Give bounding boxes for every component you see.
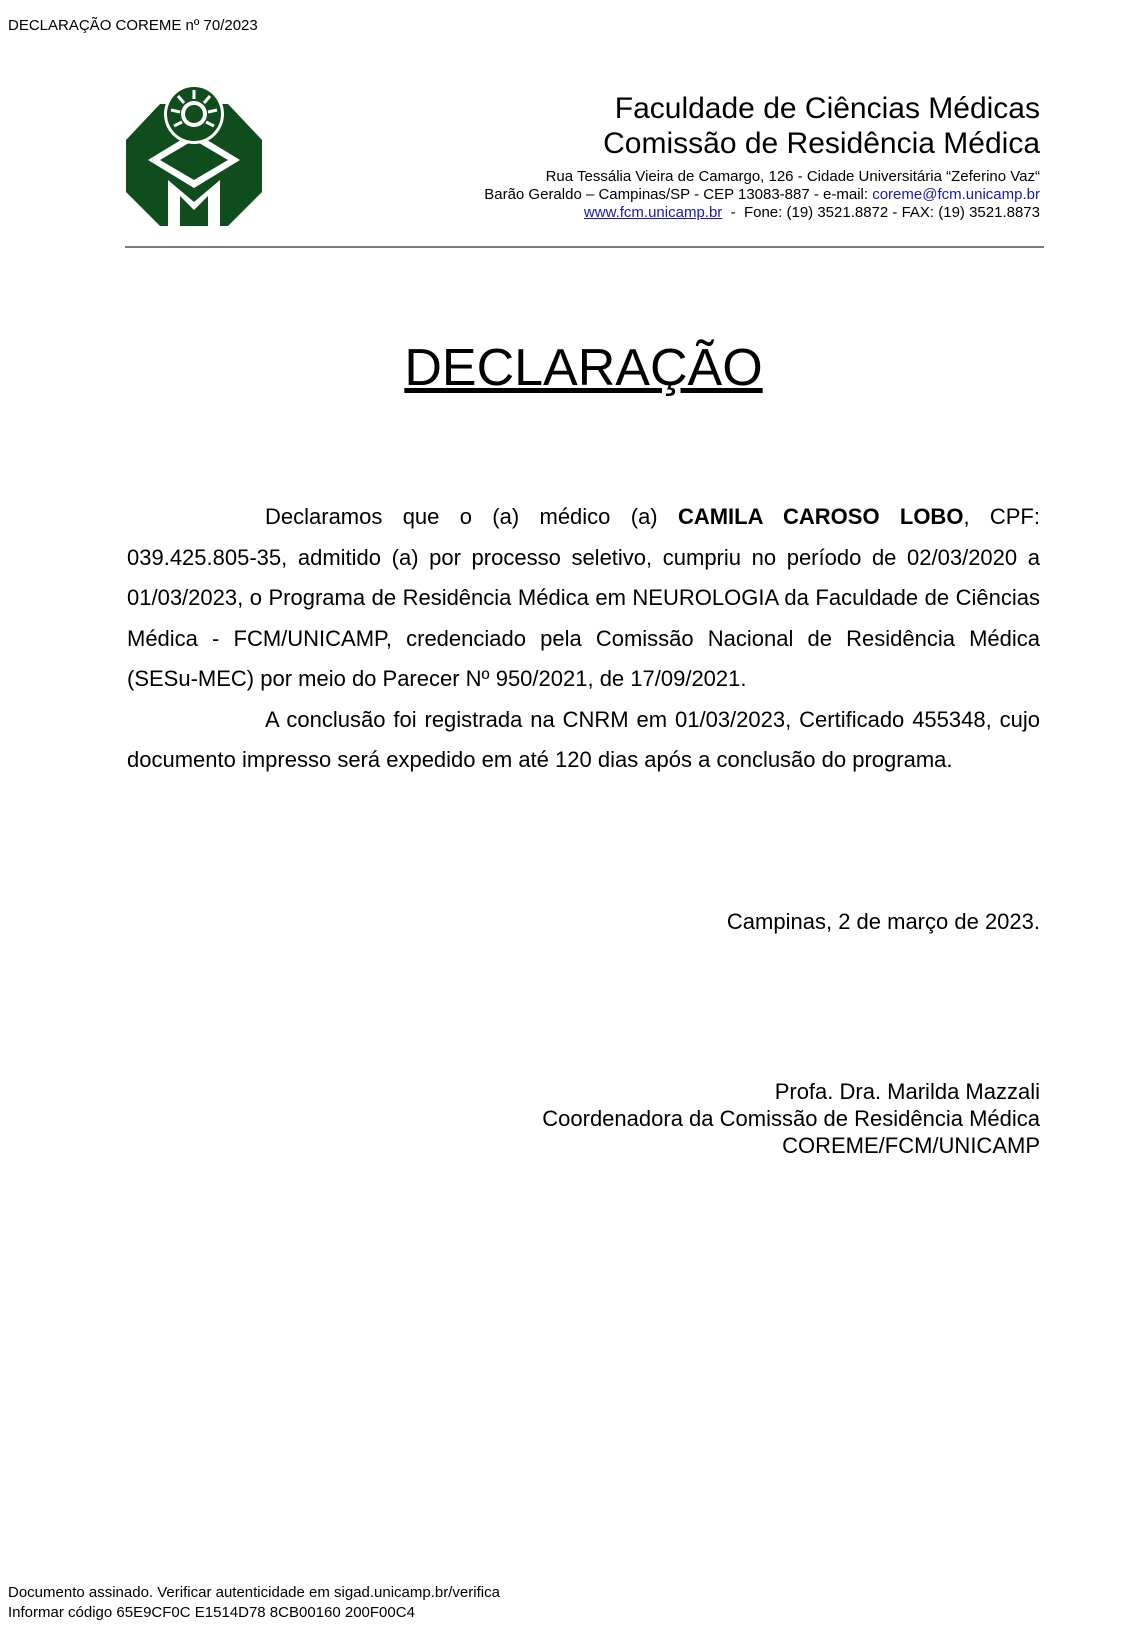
- contact-line: [340, 204, 1040, 222]
- website-link[interactable]: www.fcm.unicamp.br: [583, 204, 723, 221]
- document-title: DECLARAÇÃO: [404, 339, 763, 397]
- footer-line-2: Informar código 65E9CF0C E1514D78 8CB00160 200F00C4: [8, 1604, 415, 1621]
- signer-name: Profa. Dra. Marilda Mazzali: [774, 1079, 1040, 1104]
- header-divider: [125, 246, 1044, 248]
- declaration-body: [127, 497, 1040, 781]
- paragraph-1: [127, 497, 1040, 700]
- document-reference: DECLARAÇÃO COREME nº 70/2023: [8, 17, 258, 34]
- signer-role: Coordenadora da Comissão de Residência Médica: [542, 1106, 1040, 1131]
- phone-fax: - Fone: (19) 3521.8872 - FAX: (19) 3521.8873: [722, 204, 1040, 221]
- unicamp-logo-icon: [126, 84, 262, 226]
- doctor-name: CAMILA CAROSO LOBO: [677, 504, 964, 529]
- footer-line-1: Documento assinado. Verificar autenticidade em sigad.unicamp.br/verifica: [8, 1584, 500, 1601]
- email-link[interactable]: coreme@fcm.unicamp.br: [872, 186, 1040, 203]
- commission-name: Comissão de Residência Médica: [603, 127, 1040, 160]
- p1-rest: , CPF: 039.425.805-35, admitido (a) por processo seletivo, cumpriu no período de 02/03/2020 a 01/03/2023, o Programa de Residência Médica em NEUROLOGIA da Faculdade de Ciências Médica - FCM/UNICAMP, credenciado pela Comissão Nacional de Residência Médica (SESu-MEC) por meio do Parecer Nº 950/2021, de 17/09/2021.: [127, 504, 1040, 691]
- place-date: Campinas, 2 de março de 2023.: [726, 909, 1040, 934]
- signature-block: [542, 1078, 1040, 1159]
- paragraph-2: A conclusão foi registrada na CNRM em 01/03/2023, Certificado 455348, cujo documento impresso será expedido em até 120 dias após a conclusão do programa.: [127, 706, 1040, 772]
- address-text: Barão Geraldo – Campinas/SP - CEP 13083-887 - e-mail:: [484, 186, 873, 203]
- signer-org: COREME/FCM/UNICAMP: [782, 1133, 1040, 1158]
- institution-name: Faculdade de Ciências Médicas: [614, 92, 1040, 125]
- p1-start: Declaramos que o (a) médico (a): [265, 504, 678, 529]
- address-line-1: Rua Tessália Vieira de Camargo, 126 - Cidade Universitária “Zeferino Vaz“: [545, 168, 1040, 185]
- letterhead: [340, 91, 1040, 222]
- verification-footer: [8, 1583, 500, 1623]
- address-line-2: [340, 186, 1040, 204]
